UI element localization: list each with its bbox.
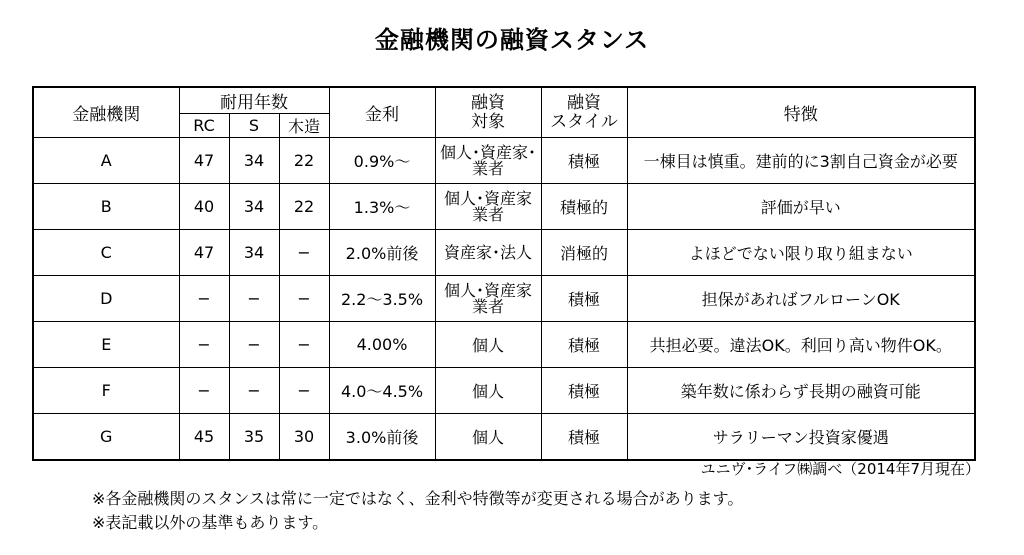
header-wood: 木造 (279, 114, 329, 138)
cell-bank: E (33, 322, 179, 368)
cell-wood: 22 (279, 184, 329, 230)
cell-rate: 0.9%〜 (329, 138, 435, 184)
cell-rate: 4.0〜4.5% (329, 368, 435, 414)
cell-target: 個人 (435, 322, 541, 368)
cell-rc: 45 (179, 414, 229, 461)
header-useful-life: 耐用年数 (179, 87, 329, 114)
footnote-2: ※表記載以外の基準もあります。 (92, 513, 329, 532)
cell-rate: 2.0%前後 (329, 230, 435, 276)
cell-target: 個人･資産家 業者 (435, 276, 541, 322)
header-interest-rate: 金利 (329, 87, 435, 138)
source-note: ユニヴ･ライフ㈱調べ（2014年7月現在） (700, 460, 980, 478)
cell-style: 消極的 (541, 230, 627, 276)
cell-target: 個人･資産家 業者 (435, 184, 541, 230)
cell-bank: F (33, 368, 179, 414)
cell-s: − (229, 368, 279, 414)
cell-feature: 担保があればフルローンOK (627, 276, 975, 322)
cell-wood: 22 (279, 138, 329, 184)
cell-bank: G (33, 414, 179, 461)
cell-bank: C (33, 230, 179, 276)
footnote-1: ※各金融機関のスタンスは常に一定ではなく、金利や特徴等が変更される場合があります。 (92, 489, 744, 508)
cell-style: 積極 (541, 368, 627, 414)
header-loan-style-label: 融資 スタイル (550, 92, 618, 132)
header-bank: 金融機関 (33, 87, 179, 138)
cell-wood: − (279, 322, 329, 368)
cell-bank: D (33, 276, 179, 322)
cell-bank: B (33, 184, 179, 230)
cell-target: 個人 (435, 368, 541, 414)
cell-style: 積極 (541, 322, 627, 368)
bank-stance-table (32, 86, 976, 461)
cell-rate: 1.3%〜 (329, 184, 435, 230)
table-row (33, 368, 975, 414)
cell-feature: よほどでない限り取り組まない (627, 230, 975, 276)
table-row (33, 322, 975, 368)
header-loan-style (541, 87, 627, 138)
cell-feature: 築年数に係わらず長期の融資可能 (627, 368, 975, 414)
cell-rc: − (179, 322, 229, 368)
table-row (33, 138, 975, 184)
cell-s: 35 (229, 414, 279, 461)
cell-bank: A (33, 138, 179, 184)
header-rc: RC (179, 114, 229, 138)
cell-feature: 評価が早い (627, 184, 975, 230)
cell-wood: − (279, 230, 329, 276)
cell-style: 積極 (541, 276, 627, 322)
table-row (33, 414, 975, 461)
cell-target: 個人･資産家･ 業者 (435, 138, 541, 184)
cell-wood: − (279, 368, 329, 414)
table-row (33, 230, 975, 276)
cell-style: 積極的 (541, 184, 627, 230)
cell-rate: 3.0%前後 (329, 414, 435, 461)
table-row (33, 276, 975, 322)
cell-target: 資産家･法人 (435, 230, 541, 276)
cell-rc: 47 (179, 230, 229, 276)
header-feature: 特徴 (627, 87, 975, 138)
cell-s: 34 (229, 138, 279, 184)
table-row (33, 184, 975, 230)
cell-s: 34 (229, 230, 279, 276)
cell-target: 個人 (435, 414, 541, 461)
cell-wood: − (279, 276, 329, 322)
cell-feature: 一棟目は慎重。建前的に3割自己資金が必要 (627, 138, 975, 184)
cell-wood: 30 (279, 414, 329, 461)
header-s: S (229, 114, 279, 138)
cell-s: − (229, 276, 279, 322)
cell-s: 34 (229, 184, 279, 230)
cell-feature: サラリーマン投資家優遇 (627, 414, 975, 461)
header-loan-target (435, 87, 541, 138)
cell-rc: 40 (179, 184, 229, 230)
cell-rc: 47 (179, 138, 229, 184)
cell-rate: 2.2〜3.5% (329, 276, 435, 322)
cell-s: − (229, 322, 279, 368)
page-title: 金融機関の融資スタンス (374, 26, 650, 54)
cell-rc: − (179, 368, 229, 414)
cell-rate: 4.00% (329, 322, 435, 368)
header-row-1 (33, 87, 975, 114)
cell-style: 積極 (541, 414, 627, 461)
header-loan-target-label: 融資 対象 (471, 92, 505, 132)
cell-feature: 共担必要。違法OK。利回り高い物件OK。 (627, 322, 975, 368)
cell-rc: − (179, 276, 229, 322)
cell-style: 積極 (541, 138, 627, 184)
